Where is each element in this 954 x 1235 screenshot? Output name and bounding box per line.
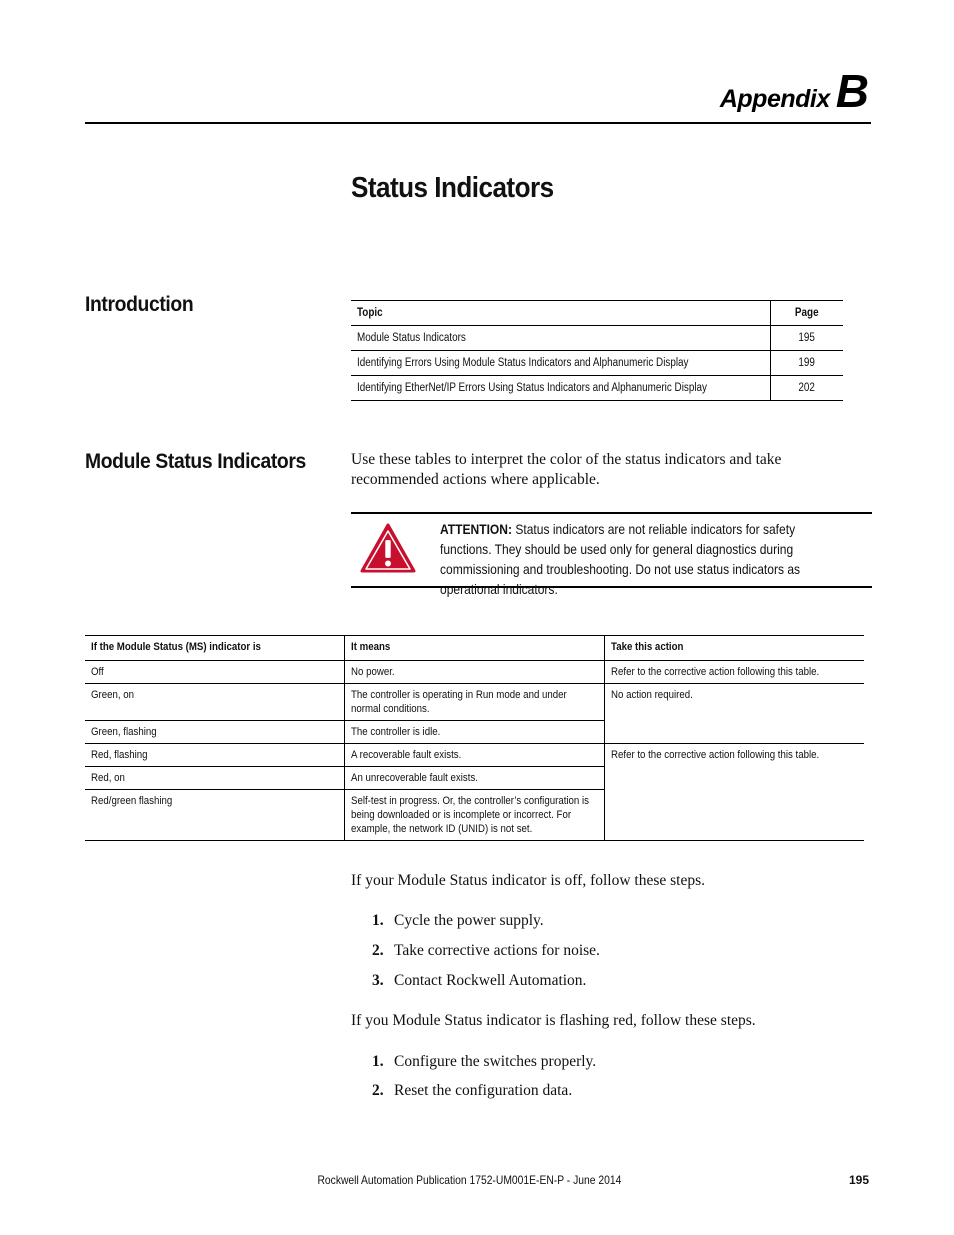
module-status-intro-paragraph: Use these tables to interpret the color of the status indicators and take recommended actions where applicable. bbox=[351, 451, 782, 488]
topic-row bbox=[351, 326, 843, 351]
meaning-cell: A recoverable fault exists. bbox=[344, 744, 604, 767]
page-cell: 195 bbox=[770, 326, 843, 351]
appendix-label bbox=[720, 64, 869, 118]
topic-cell: Identifying EtherNet/IP Errors Using Status Indicators and Alphanumeric Display bbox=[351, 376, 770, 401]
indicator-cell: Red, flashing bbox=[85, 744, 344, 767]
topic-column-header: Topic bbox=[351, 301, 770, 326]
indicator-cell: Off bbox=[85, 661, 344, 684]
status-row bbox=[85, 684, 864, 721]
indicator-cell: Green, flashing bbox=[85, 721, 344, 744]
indicator-cell: Red/green flashing bbox=[85, 790, 344, 841]
topic-cell: Module Status Indicators bbox=[351, 326, 770, 351]
steps-red-intro: If you Module Status indicator is flashing red, follow these steps. bbox=[351, 1012, 756, 1029]
list-item: 2. Take corrective actions for noise. bbox=[372, 942, 600, 959]
topic-row bbox=[351, 376, 843, 401]
attention-body: Status indicators are not reliable indicators for safety functions. They should be used only for general diagnostics during commissioning and troubleshooting. Do not use status indicators as operational indicators. bbox=[440, 521, 801, 597]
meaning-column-header: It means bbox=[344, 636, 604, 661]
topic-cell: Identifying Errors Using Module Status Indicators and Alphanumeric Display bbox=[351, 351, 770, 376]
attention-text bbox=[440, 519, 844, 599]
footer-publication: Rockwell Automation Publication 1752-UM001E-EN-P - June 2014 bbox=[317, 1173, 621, 1187]
warning-triangle-icon bbox=[360, 522, 416, 574]
topic-table-header bbox=[351, 301, 843, 326]
attention-label: ATTENTION: bbox=[440, 521, 513, 537]
list-item: 1. Configure the switches properly. bbox=[372, 1053, 597, 1070]
introduction-heading: Introduction bbox=[85, 293, 194, 316]
page-column-header: Page bbox=[770, 301, 843, 326]
list-item: 2. Reset the configuration data. bbox=[372, 1082, 573, 1099]
action-cell: No action required. bbox=[604, 684, 864, 744]
header-rule bbox=[85, 122, 871, 124]
attention-box bbox=[351, 512, 872, 597]
indicator-cell: Red, on bbox=[85, 767, 344, 790]
meaning-cell: The controller is operating in Run mode and under normal conditions. bbox=[344, 684, 604, 721]
meaning-cell: No power. bbox=[344, 661, 604, 684]
appendix-letter: B bbox=[835, 65, 869, 117]
status-row bbox=[85, 744, 864, 767]
module-status-heading: Module Status Indicators bbox=[85, 450, 306, 473]
status-indicator-table bbox=[85, 635, 864, 841]
list-item: 3. Contact Rockwell Automation. bbox=[372, 972, 587, 989]
indicator-cell: Green, on bbox=[85, 684, 344, 721]
action-cell: Refer to the corrective action following this table. bbox=[604, 661, 864, 684]
action-column-header: Take this action bbox=[604, 636, 864, 661]
meaning-cell: The controller is idle. bbox=[344, 721, 604, 744]
status-row bbox=[85, 661, 864, 684]
topic-table bbox=[351, 300, 843, 401]
status-table-header bbox=[85, 636, 864, 661]
appendix-word: Appendix bbox=[719, 85, 830, 113]
meaning-cell: Self-test in progress. Or, the controller’s configuration is being downloaded or is incomplete or incorrect. For example, the network ID (UNID) is not set. bbox=[344, 790, 604, 841]
list-item: 1. Cycle the power supply. bbox=[372, 912, 544, 929]
footer-page-number: 195 bbox=[848, 1173, 869, 1187]
meaning-cell: An unrecoverable fault exists. bbox=[344, 767, 604, 790]
page-cell: 202 bbox=[770, 376, 843, 401]
page-title: Status Indicators bbox=[351, 172, 554, 204]
action-cell: Refer to the corrective action following this table. bbox=[604, 744, 864, 841]
indicator-column-header: If the Module Status (MS) indicator is bbox=[85, 636, 344, 661]
page-cell: 199 bbox=[770, 351, 843, 376]
steps-off-intro: If your Module Status indicator is off, follow these steps. bbox=[351, 872, 706, 889]
topic-row bbox=[351, 351, 843, 376]
